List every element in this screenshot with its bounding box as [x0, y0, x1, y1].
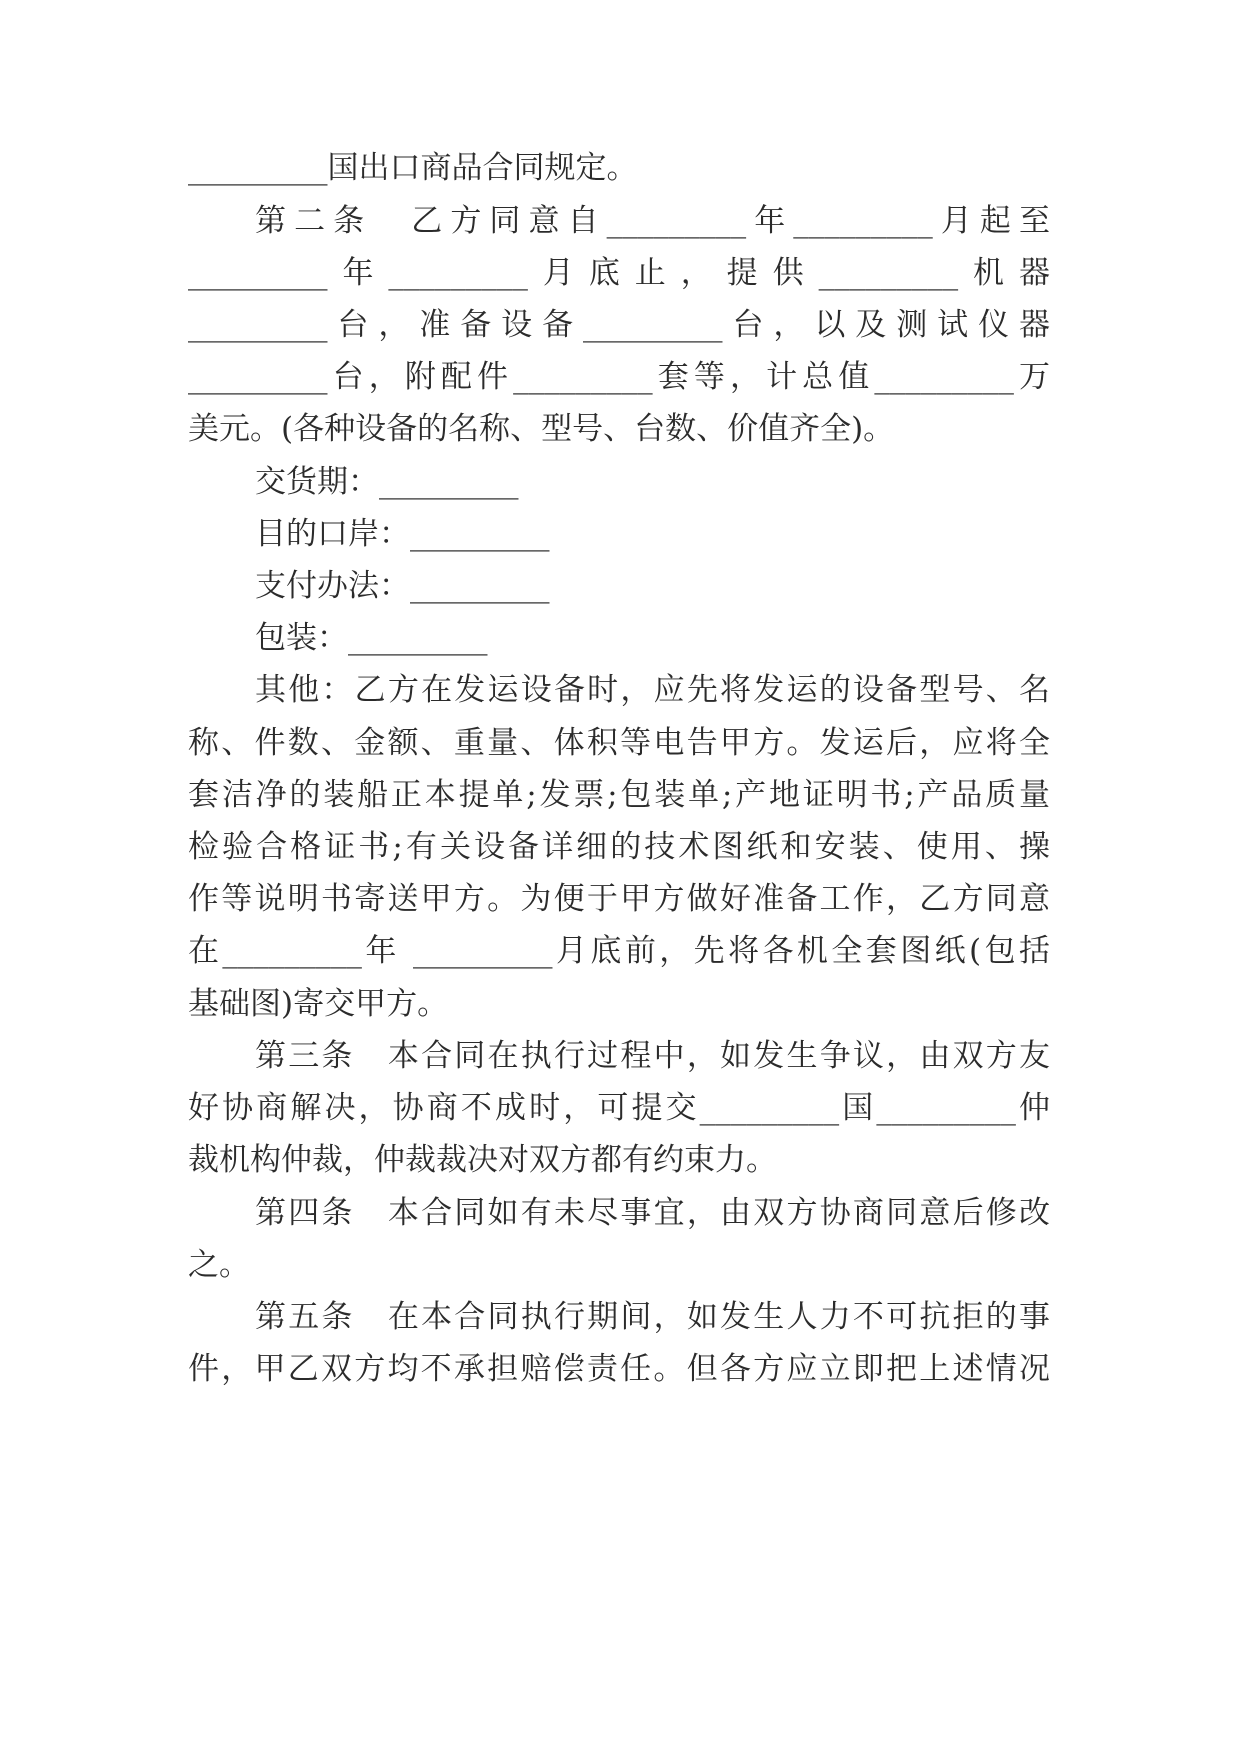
destination-port-line: 目的口岸：_________ — [255, 516, 550, 552]
text-line: _________国出口商品合同规定。 — [188, 150, 638, 186]
text-line: 作等说明书寄送甲方。为便于甲方做好准备工作，乙方同意 — [188, 881, 1050, 917]
text-line: 检验合格证书;有关设备详细的技术图纸和安装、使用、操 — [188, 829, 1050, 865]
clause-2-heading-line: 第二条 乙方同意自_________年_________月起至 — [255, 203, 1050, 239]
text-line: 在_________年 _________月底前，先将各机全套图纸(包括 — [188, 933, 1050, 969]
text-line: 好协商解决，协商不成时，可提交_________国_________仲 — [188, 1090, 1050, 1126]
packing-line: 包装：_________ — [255, 620, 488, 656]
text-line: 裁机构仲裁，仲裁裁决对双方都有约束力。 — [188, 1142, 777, 1178]
text-line: 之。 — [188, 1247, 250, 1283]
text-line: _________台，准备设备_________台，以及测试仪器 — [188, 307, 1050, 343]
text-line: _________台，附配件_________套等，计总值_________万 — [188, 359, 1050, 395]
text-line: 套洁净的装船正本提单;发票;包装单;产地证明书;产品质量 — [188, 777, 1050, 813]
text-line: 基础图)寄交甲方。 — [188, 986, 449, 1022]
text-line: 件，甲乙双方均不承担赔偿责任。但各方应立即把上述情况 — [188, 1351, 1050, 1387]
text-line: 美元。(各种设备的名称、型号、台数、价值齐全)。 — [188, 411, 895, 447]
clause-3-heading-line: 第三条 本合同在执行过程中，如发生争议，由双方友 — [255, 1038, 1050, 1074]
clause-4-heading-line: 第四条 本合同如有未尽事宜，由双方协商同意后修改 — [255, 1195, 1050, 1231]
delivery-date-line: 交货期：_________ — [255, 464, 519, 500]
text-line: 称、件数、金额、重量、体积等电告甲方。发运后，应将全 — [188, 725, 1050, 761]
other-terms-line: 其他：乙方在发运设备时，应先将发运的设备型号、名 — [255, 672, 1050, 708]
payment-method-line: 支付办法：_________ — [255, 568, 550, 604]
text-line: _________年_________月底止，提供_________机器 — [188, 255, 1050, 291]
clause-5-heading-line: 第五条 在本合同执行期间，如发生人力不可抗拒的事 — [255, 1299, 1050, 1335]
